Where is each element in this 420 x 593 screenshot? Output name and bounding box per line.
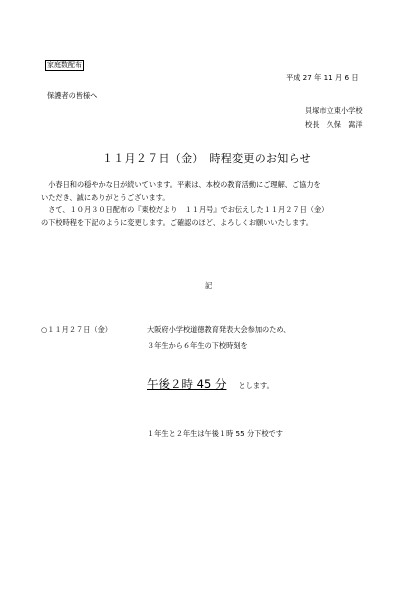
dismissal-time-tail: とします。	[238, 381, 274, 390]
body-line: 小春日和の穏やかな日が続いています。平素は、本校の教育活動にご理解、ご協力を	[41, 180, 321, 189]
body-text	[41, 179, 386, 229]
body-line: さて、１０月３０日配布の『東校だより １１月号』でお伝えした１１月２７日（金）	[41, 205, 329, 214]
lower-grade-note: １年生と２年生は午後１時 55 分下校です	[147, 429, 283, 438]
body-line: いただき、誠にありがとうございます。	[41, 192, 170, 202]
sender-school: 貝塚市立東小学校	[305, 106, 363, 115]
body-line: の下校時程を下記のように変更します。ご確認のほど、よろしくお願いいたします。	[41, 217, 313, 227]
dismissal-time: 午後２時 45 分	[147, 377, 227, 391]
notice-title: １１月２７日（金） 時程変更のお知らせ	[102, 152, 311, 165]
dismissal-time-row	[147, 373, 274, 392]
recipient-line: 保護者の皆様へ	[47, 91, 98, 100]
item-reason: 大阪府小学校道徳教育発表大会参加のため、	[147, 325, 291, 334]
item-date: ○１１月２７日（金）	[41, 325, 112, 334]
ki-heading: 記	[205, 281, 213, 290]
distribution-badge: 家庭数配布	[47, 61, 82, 69]
item-target: ３年生から６年生の下校時刻を	[147, 341, 248, 350]
issue-date: 平成 27 年 11 月 6 日	[286, 73, 359, 82]
sender-principal: 校長 久保 嵩洋	[305, 120, 363, 129]
